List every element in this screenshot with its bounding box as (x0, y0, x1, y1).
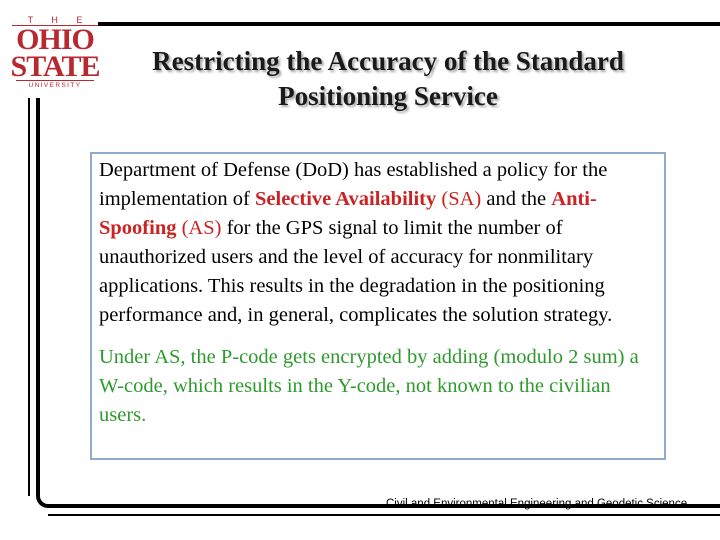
slide-title-line2: Positioning Service (278, 81, 498, 111)
slide-title (100, 44, 676, 114)
abbr-sa: (SA) (436, 188, 482, 210)
logo-ohio: OHIO (16, 23, 94, 56)
policy-text-2: and the (481, 188, 552, 210)
logo-the: T H E (12, 15, 98, 26)
abbr-as: (AS) (176, 217, 222, 239)
slide-title-line1: Restricting the Accuracy of the Standard (152, 46, 624, 76)
footer-department: Civil and Environmental Engineering and Geodetic Science (386, 498, 688, 510)
policy-text-3: for the GPS signal to limit the number of unauthorized users and the level of accuracy for nonmilitary applications. This results in the degradation in the positioning performance and, in general, complicates the solution strategy. (99, 217, 613, 326)
ohio-state-logo (12, 12, 98, 98)
content-box (90, 152, 666, 460)
term-anti-spoofing: Anti-Spoofing (99, 188, 597, 239)
paragraph-policy (99, 156, 658, 330)
paragraph-anti-spoofing: Under AS, the P-code gets encrypted by adding (modulo 2 sum) a W-code, which results in the Y-code, not known to the civilian users. (99, 346, 639, 426)
logo-state: STATE (10, 50, 100, 83)
logo-university: UNIVERSITY (16, 80, 94, 89)
policy-text-1: Department of Defense (DoD) has established a policy for the implementation of (99, 159, 608, 210)
term-selective-availability: Selective Availability (255, 188, 437, 210)
